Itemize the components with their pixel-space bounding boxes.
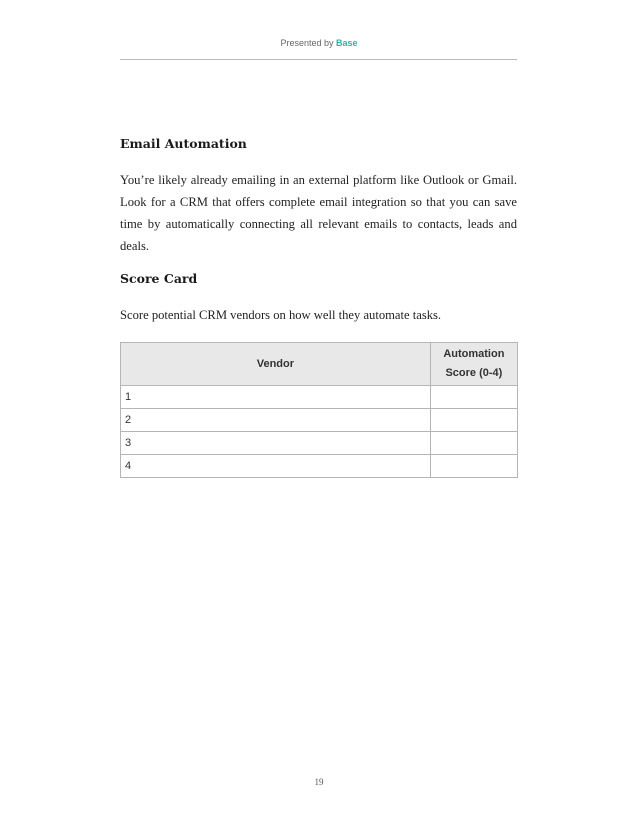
score-header-line1: Automation xyxy=(443,348,505,360)
score-cell[interactable] xyxy=(430,432,517,455)
header-brand: Base xyxy=(336,38,358,48)
score-card-paragraph: Score potential CRM vendors on how well they automate tasks. xyxy=(120,308,442,322)
vendor-cell[interactable]: 4 xyxy=(121,455,431,478)
table-row xyxy=(121,455,518,478)
table-row xyxy=(121,409,518,432)
header-divider xyxy=(120,59,517,60)
vendor-cell[interactable]: 1 xyxy=(121,386,431,409)
score-column-header xyxy=(430,343,517,386)
page-header xyxy=(0,38,638,48)
header-prefix: Presented by xyxy=(280,38,334,48)
score-cell[interactable] xyxy=(430,409,517,432)
score-header-line2: Score (0-4) xyxy=(445,367,503,379)
table-row xyxy=(121,386,518,409)
email-automation-paragraph: You’re likely already emailing in an external platform like Outlook or Gmail. Look for a CRM that offers complete email integration so that you can save time by automatically connecting all relevant emails to contacts, leads and deals. xyxy=(120,173,517,253)
score-cell[interactable] xyxy=(430,455,517,478)
table-header-row xyxy=(121,343,518,386)
page-number: 19 xyxy=(314,777,324,787)
vendor-column-header: Vendor xyxy=(121,343,431,386)
score-card-table xyxy=(120,342,518,478)
page-content xyxy=(120,136,517,478)
email-automation-heading: Email Automation xyxy=(120,136,247,151)
score-cell[interactable] xyxy=(430,386,517,409)
score-card-heading: Score Card xyxy=(120,271,198,286)
vendor-cell[interactable]: 2 xyxy=(121,409,431,432)
table-row xyxy=(121,432,518,455)
vendor-cell[interactable]: 3 xyxy=(121,432,431,455)
